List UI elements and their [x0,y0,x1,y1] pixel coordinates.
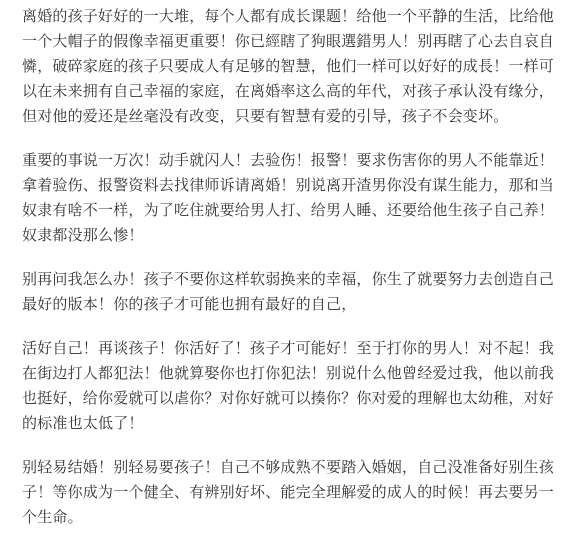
article-body [22,4,570,549]
paragraph-5 [22,455,570,530]
text-line: 奴隶都没那么惨！ [22,226,144,244]
text-line: 在街边打人都犯法！他就算娶你也打你犯法！别说什么他曾经爱过我，他以前我 [22,364,555,382]
text-line: 离婚的孩子好好的一大堆，每个人都有成长课题！给他一个平静的生活，比给他 [22,7,555,25]
text-line: 最好的版本！你的孩子才可能也拥有最好的自己， [22,295,357,313]
text-line: 奴隶有啥不一样，为了吃住就要给男人打、给男人睡、还要给他生孩子自己养！ [22,201,555,219]
text-line: 别轻易结婚！别轻易要孩子！自己不够成熟不要踏入婚姻，自己没准备好别生孩 [22,458,555,476]
text-line: 重要的事说一万次！动手就闪人！去验伤！报警！要求伤害你的男人不能靠近！ [22,151,555,169]
paragraph-4 [22,336,570,436]
text-line: 一个大帽子的假像幸福更重要！你已經瞎了狗眼選錯男人！别再瞎了心去自哀自 [22,32,555,50]
text-line: 也挺好，给你爱就可以虐你？对你好就可以揍你？你对爱的理解也太幼稚，对好 [22,389,555,407]
text-line: 憐，破碎家庭的孩子只要成人有足够的智慧，他们一样可以好好的成長！一样可 [22,57,555,75]
text-line: 别再问我怎么办！孩子不要你这样软弱换来的幸福，你生了就要努力去创造自己 [22,270,555,288]
text-line: 但对他的爱还是丝毫没有改变，只要有智慧有爱的引导，孩子不会变坏。 [22,107,509,125]
text-line: 以在未来拥有自己幸福的家庭，在离婚率这么高的年代，对孩子承认没有缘分， [22,82,555,100]
paragraph-3 [22,267,570,317]
text-line: 子！等你成为一个健全、有辨别好坏、能完全理解爱的成人的时候！再去要另一 [22,483,555,501]
text-line: 个生命。 [22,508,83,526]
text-line: 拿着验伤、报警资料去找律师诉请离婚！别说离开渣男你没有谋生能力，那和当 [22,176,555,194]
paragraph-2 [22,148,570,248]
text-line: 活好自己！再谈孩子！你活好了！孩子才可能好！至于打你的男人！对不起！我 [22,339,555,357]
paragraph-1 [22,4,570,129]
text-line: 的标准也太低了！ [22,414,144,432]
